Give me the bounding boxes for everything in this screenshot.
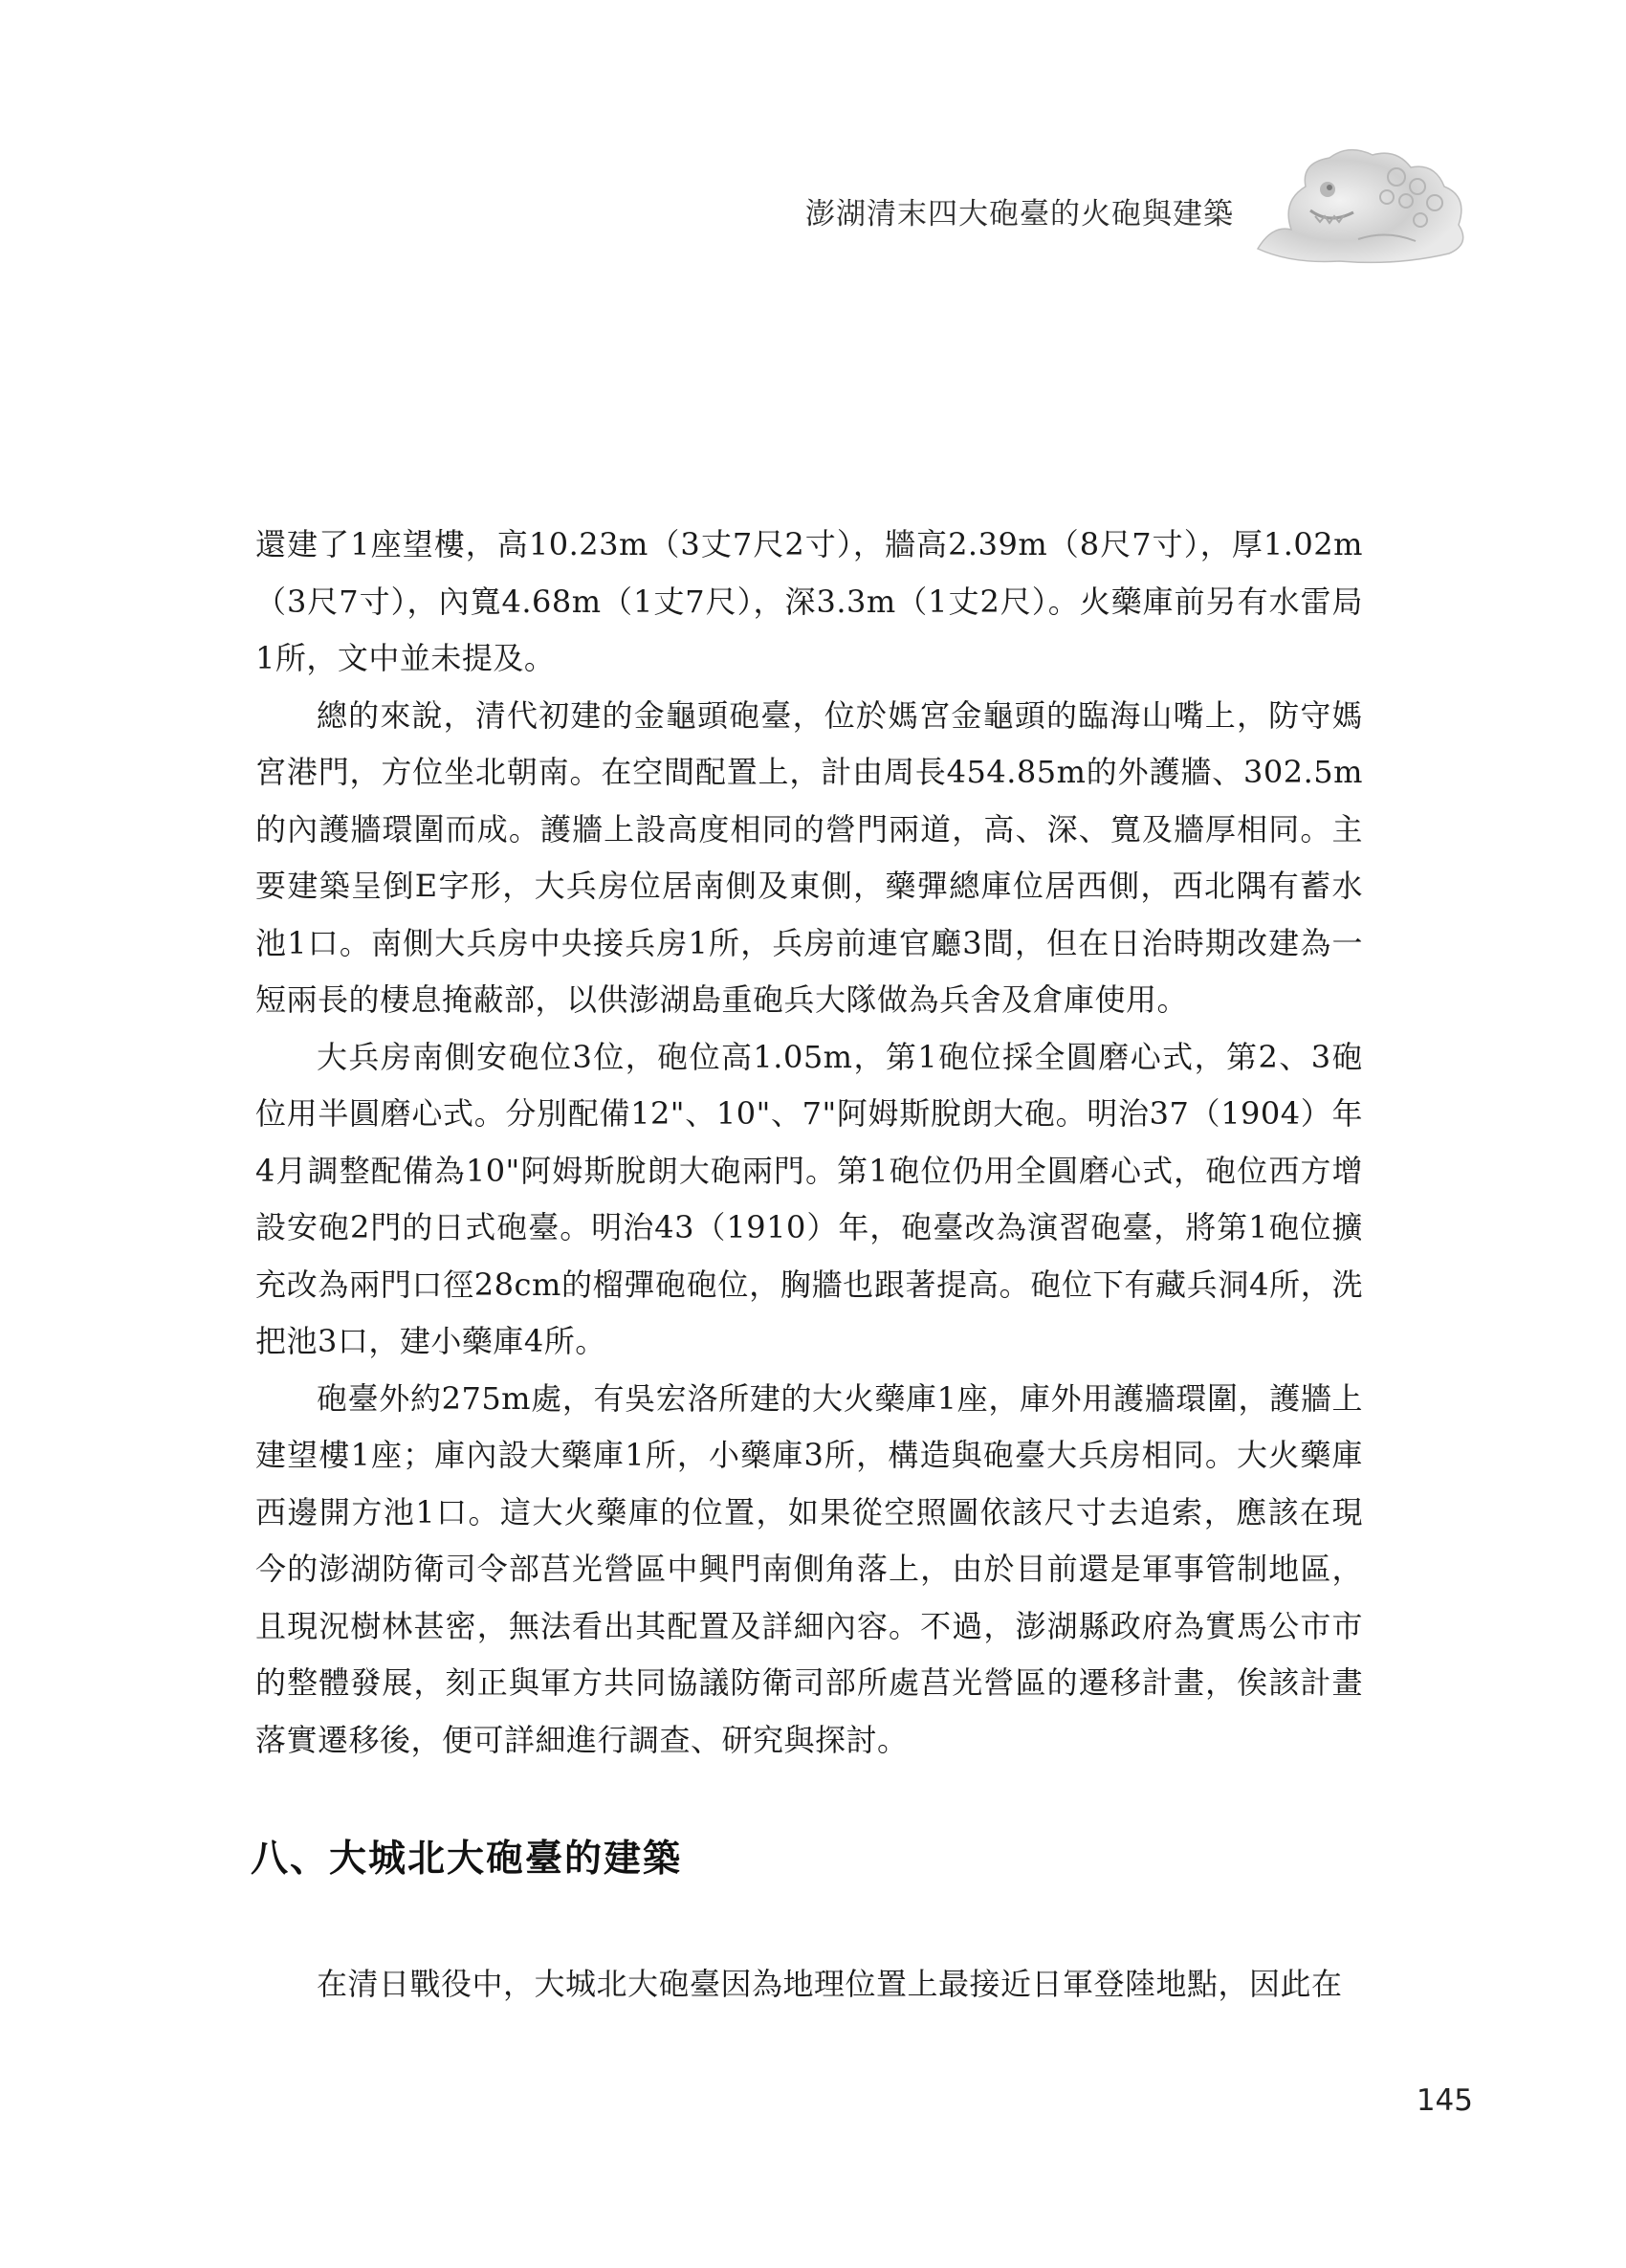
section-paragraph: 在清日戰役中，大城北大砲臺因為地理位置上最接近日軍登陸地點，因此在: [317, 1966, 1343, 2002]
paragraph-3: 大兵房南側安砲位3位，砲位高1.05m，第1砲位採全圓磨心式，第2、3砲位用半圓磨心式。分別配備12"、10"、7"阿姆斯脫朗大砲。明治37（1904）年4月調整配備為10"阿姆斯脫朗大砲兩門。第1砲位仍用全圓磨心式，砲位西方增設安砲2門的日式砲臺。明治43（1910）年，砲臺改為演習砲臺，將第1砲位擴充改為兩門口徑28cm的榴彈砲砲位，胸牆也跟著提高。砲位下有藏兵洞4所，洗把池3口，建小藥庫4所。: [255, 1038, 1363, 1359]
paragraph-2: 總的來說，清代初建的金龜頭砲臺，位於媽宮金龜頭的臨海山嘴上，防守媽宮港門，方位坐北朝南。在空間配置上，計由周長454.85m的外護牆、302.5m的內護牆環圍而成。護牆上設高度相同的營門兩道，高、深、寬及牆厚相同。主要建築呈倒E字形，大兵房位居南側及東側，藥彈總庫位居西側，西北隅有蓄水池1口。南側大兵房中央接兵房1所，兵房前連官廳3間，但在日治時期改建為一短兩長的棲息掩蔽部，以供澎湖島重砲兵大隊做為兵舍及倉庫使用。: [255, 696, 1363, 1018]
running-header: 澎湖清末四大砲臺的火砲與建築: [805, 197, 1234, 231]
page-number: 145: [1416, 2083, 1473, 2118]
section-heading: 八、大城北大砲臺的建築: [251, 1838, 683, 1881]
lion-ornament-icon: [1253, 134, 1473, 268]
paragraph-4: 砲臺外約275m處，有吳宏洛所建的大火藥庫1座，庫外用護牆環圍，護牆上建望樓1座；庫內設大藥庫1所，小藥庫3所，構造與砲臺大兵房相同。大火藥庫西邊開方池1口。這大火藥庫的位置，如果從空照圖依該尺寸去追索，應該在現今的澎湖防衛司令部莒光營區中興門南側角落上，由於目前還是軍事管制地區，且現況樹林甚密，無法看出其配置及詳細內容。不過，澎湖縣政府為實馬公市市的整體發展，刻正與軍方共同協議防衛司部所處莒光營區的遷移計畫，俟該計畫落實遷移後，便可詳細進行調查、研究與探討。: [255, 1379, 1363, 1758]
paragraph-1: 還建了1座望樓，高10.23m（3丈7尺2寸），牆高2.39m（8尺7寸），厚1.02m（3尺7寸），內寬4.68m（1丈7尺），深3.3m（1丈2尺）。火藥庫前另有水雷局1所，文中並未提及。: [255, 526, 1363, 676]
body-text: [255, 517, 1363, 1769]
section-body: [255, 1956, 1363, 2014]
